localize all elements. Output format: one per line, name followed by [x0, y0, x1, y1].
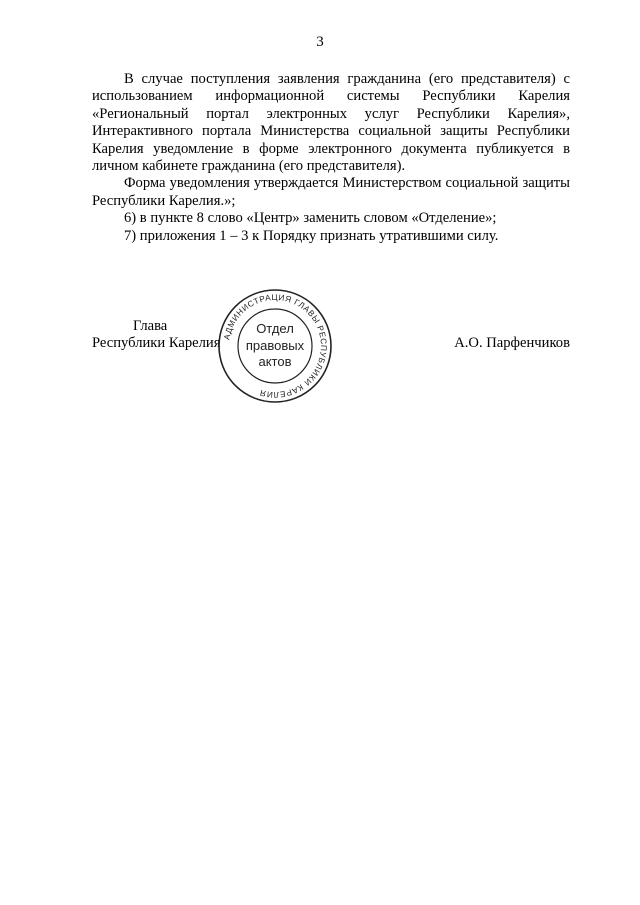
stamp-center-line1: Отдел — [256, 321, 294, 336]
signatory-name: А.О. Парфенчиков — [454, 335, 570, 352]
paragraph-item-7: 7) приложения 1 – 3 к Порядку признать утратившими силу. — [124, 227, 499, 244]
document-body — [92, 71, 570, 245]
signatory-title-line1: Глава — [133, 318, 168, 334]
signatory-title-line2: Республики Карелия — [92, 335, 221, 352]
stamp-center-line3: актов — [258, 354, 292, 369]
paragraph-form-approval: Форма уведомления утверждается Министерством социальной защиты Республики Карелия.»; — [92, 175, 570, 209]
signatory-title — [92, 318, 222, 353]
official-stamp — [217, 288, 333, 404]
stamp-ring-text: АДМИНИСТРАЦИЯ ГЛАВЫ РЕСПУБЛИКИ КАРЕЛИЯ — [222, 292, 329, 400]
paragraph-item-6: 6) в пункте 8 слово «Центр» заменить словом «Отделение»; — [124, 210, 497, 227]
stamp-center-line2: правовых — [245, 338, 305, 353]
page-number: 3 — [316, 34, 324, 50]
paragraph-notification: В случае поступления заявления гражданина (его представителя) с использованием информационной системы Республики Карелия «Региональный портал электронных услуг Республики Карелия», Интерактивного портала Министерства социальной защиты Республики Карелия уведомление в форме электронного документа публикуется в личном кабинете гражданина (его представителя). — [92, 71, 570, 175]
